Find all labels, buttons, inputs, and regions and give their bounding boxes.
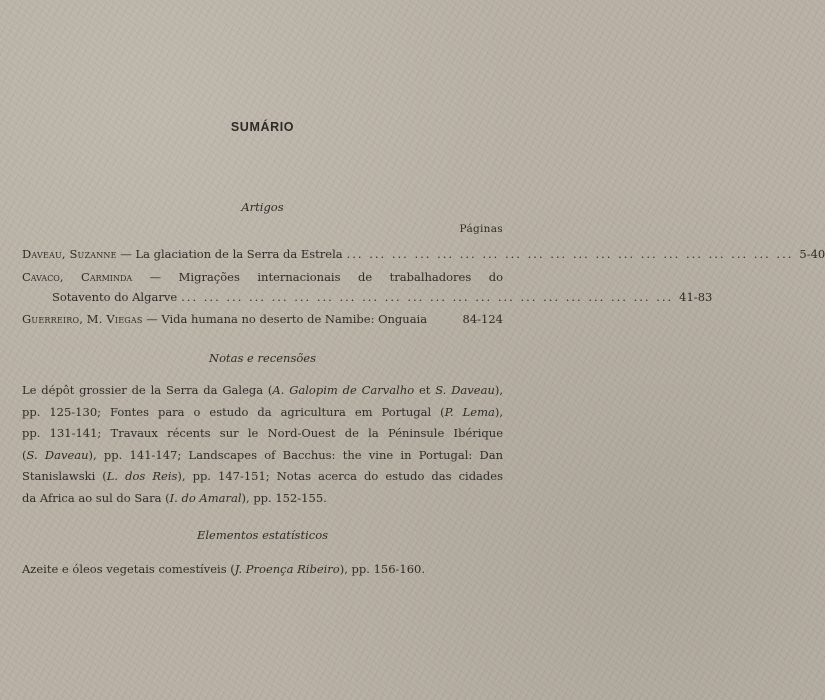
author-credit: A. Galopim de Carvalho (272, 383, 415, 397)
line-text: et (414, 383, 436, 397)
author-credit: P. Lema (444, 404, 495, 419)
article-pages: 84-124 (462, 312, 503, 326)
article-author-first: M. Viegas (86, 312, 143, 326)
article-dash: — (142, 312, 162, 326)
line-text: ), (494, 404, 504, 419)
line-text: pp. 125-130; Fontes para o estudo da agricultura em Portugal ( (22, 404, 445, 419)
article-author-last: Daveau, (22, 247, 66, 261)
author-credit: S. Daveau (435, 383, 495, 397)
article-pages: 5-40 (799, 247, 825, 261)
author-credit: L. dos Reis (106, 469, 178, 483)
dot-leader: ... ... ... ... ... ... ... ... ... ... ... ... ... ... ... ... ... ... ... ... ... ... (181, 290, 674, 304)
article-entry-continued (52, 289, 713, 305)
line-text: ), pp. 156-160. (339, 562, 426, 576)
article-pages: 41-83 (679, 290, 713, 304)
paragraph-line (22, 425, 503, 441)
line-text: Le dépôt grossier de la Serra da Galega ( (22, 383, 273, 397)
author-credit: I. do Amaral (169, 490, 242, 505)
paragraph-line (22, 404, 503, 420)
article-dash: — (116, 247, 136, 261)
article-entry (22, 246, 825, 262)
paragraph-line (22, 382, 503, 398)
article-author-first: Suzanne (69, 247, 117, 261)
line-text: da Africa ao sul do Sara ( (22, 490, 170, 505)
article-author-last: Cavaco, (22, 270, 64, 284)
article-dash: — (132, 270, 179, 284)
line-text: Stanislawski ( (22, 469, 107, 483)
line-text: Azeite e óleos vegetais comestíveis ( (22, 562, 235, 576)
section-heading-elementos: Elementos estatísticos (196, 528, 329, 542)
author-credit: S. Daveau (26, 447, 89, 462)
article-title-line2: Sotavento do Algarve (52, 290, 178, 304)
article-title: La glaciation de la Serra da Estrela (135, 247, 343, 261)
paragraph-line (22, 490, 503, 506)
line-text: ( (22, 447, 27, 462)
pages-column-label: Páginas (459, 223, 503, 235)
paragraph-line (22, 561, 503, 577)
line-text: ), pp. 152-155. (241, 490, 327, 505)
article-title: Vida humana no deserto de Namibe: Onguaia (161, 312, 428, 326)
article-entry (22, 269, 503, 285)
article-title-line1: Migrações internacionais de trabalhadores do (178, 270, 504, 284)
line-text: pp. 131-141; Travaux récents sur le Nord-Ouest de la Péninsule Ibérique (22, 426, 503, 440)
article-entry (22, 311, 503, 327)
author-credit: J. Proença Ribeiro (234, 562, 340, 576)
section-heading-artigos: Artigos (241, 200, 284, 214)
line-text: ), (494, 383, 504, 397)
section-heading-notas: Notas e recensões (209, 351, 316, 365)
article-author-last: Guerreiro, (22, 312, 84, 326)
line-text: ), pp. 141-147; Landscapes of Bacchus: the vine in Portugal: Dan (88, 447, 503, 462)
paragraph-line (22, 468, 503, 484)
line-text: ), pp. 147-151; Notas acerca do estudo das cidades (177, 469, 503, 483)
page-title: SUMÁRIO (230, 120, 295, 134)
dot-leader: ... ... ... ... ... ... ... ... ... ... ... ... ... ... ... ... ... ... ... ... (346, 247, 794, 261)
article-author-first: Carminda (81, 270, 133, 284)
paragraph-line (22, 447, 503, 463)
